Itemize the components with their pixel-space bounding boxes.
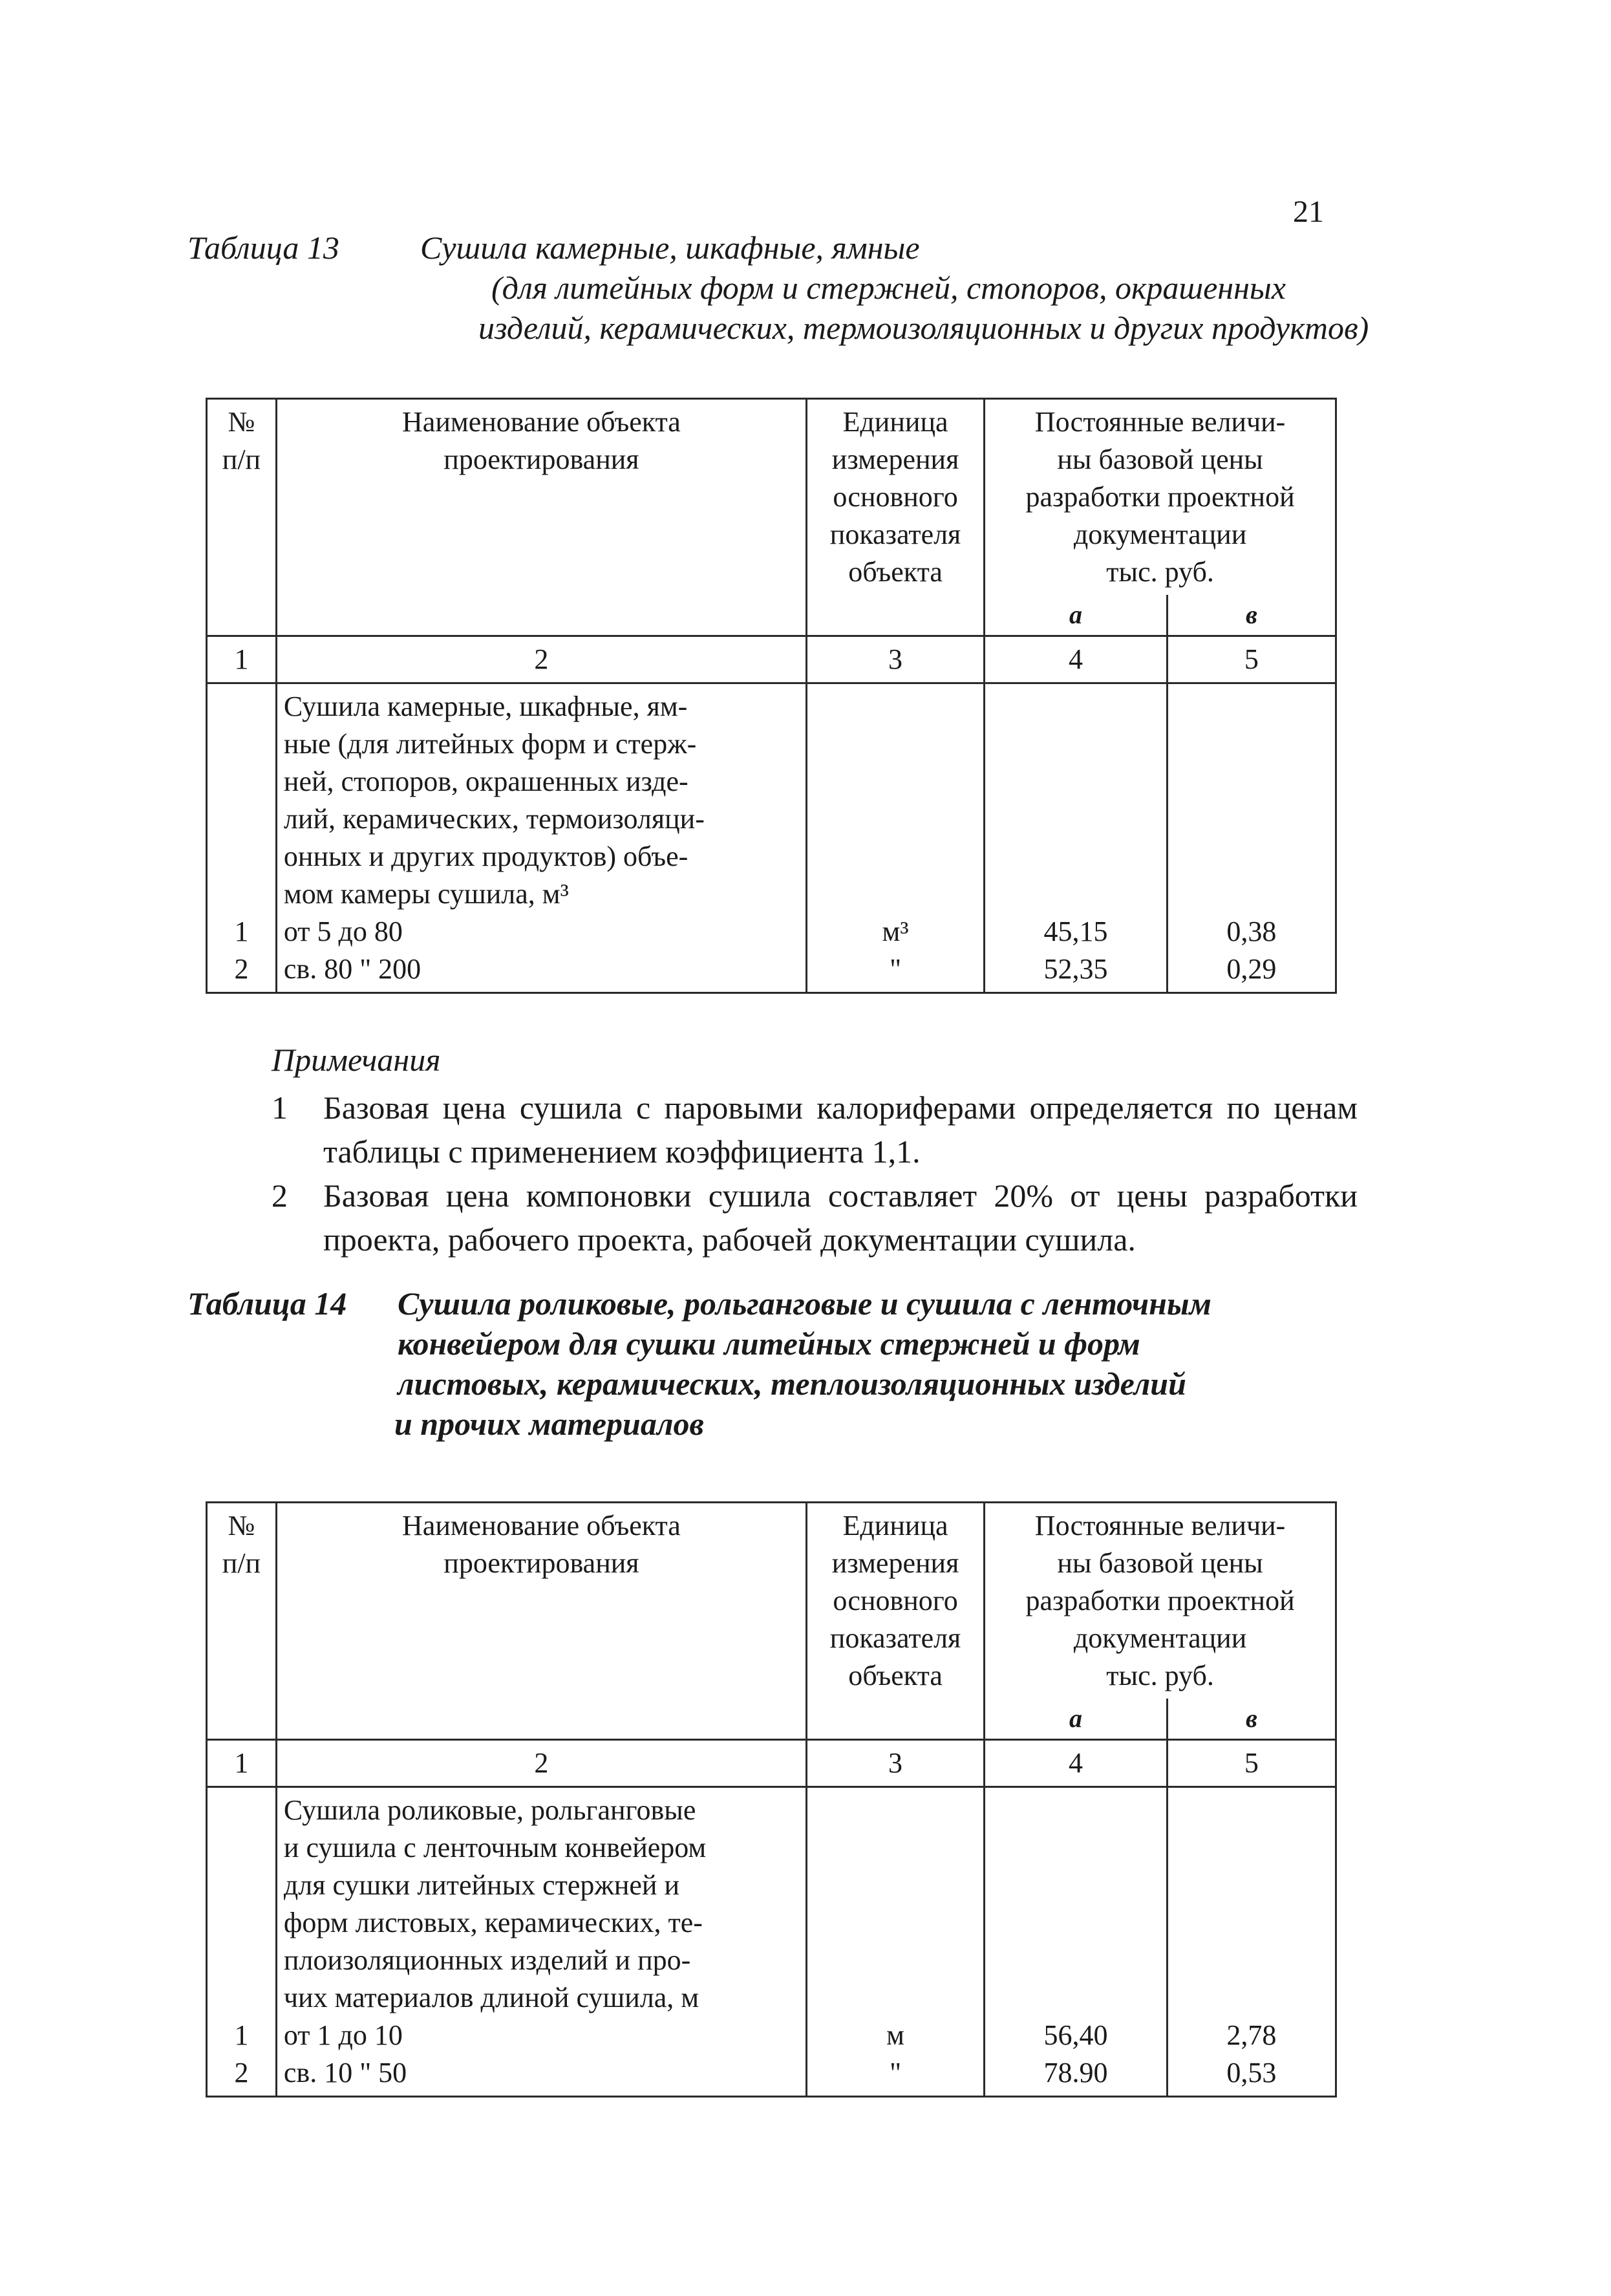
- row-no: 2: [234, 2057, 249, 2088]
- table13-caption: [187, 228, 1369, 357]
- description-line: и сушила с ленточным конвейером: [283, 1832, 707, 1863]
- note-number: 1: [272, 1089, 288, 1126]
- index-cell: 5: [1167, 636, 1336, 683]
- header-unit-line: Единица: [842, 406, 948, 438]
- header-no: [207, 399, 277, 636]
- index-cell: 5: [1167, 1740, 1336, 1787]
- row-b: 2,78: [1226, 2019, 1277, 2051]
- table13-label: Таблица 13: [187, 230, 339, 266]
- header-b: в: [1167, 595, 1336, 636]
- header-price-line: разработки проектной: [1025, 481, 1295, 513]
- header-name-line: проектирования: [443, 444, 639, 475]
- row-b: 0,29: [1226, 953, 1277, 985]
- header-name: [276, 1503, 806, 1740]
- header-price-line: тыс. руб.: [1106, 556, 1214, 588]
- table14-title-line: конвейером для сушки литейных стержней и форм: [398, 1325, 1140, 1362]
- header-price-line: Постоянные величи-: [1034, 406, 1286, 438]
- page-number: 21: [1293, 195, 1324, 229]
- header-unit-line: измерения: [831, 1547, 959, 1579]
- row-a-cell: [985, 683, 1168, 993]
- row-a-cell: [985, 1787, 1168, 2097]
- note-text: Базовая цена сушила с паровыми калориферами определяется по ценам таблицы с применением коэффициента 1,1.: [323, 1089, 1358, 1170]
- table13: [206, 398, 1337, 994]
- description-line: для сушки литейных стержней и: [283, 1869, 680, 1901]
- description-line: онных и других продуктов) объе-: [283, 841, 688, 872]
- table13-title-line: Сушила камерные, шкафные, ямные: [420, 230, 920, 266]
- row-name: от 5 до 80: [283, 916, 403, 947]
- header-a: а: [985, 1699, 1168, 1740]
- row-name: св. 80 " 200: [283, 953, 421, 985]
- table14-index-row: [207, 1740, 1336, 1787]
- row-name-cell: [276, 1787, 806, 2097]
- header-price: [985, 399, 1336, 595]
- table14-title: [394, 1283, 1211, 1444]
- row-a: 52,35: [1043, 953, 1108, 985]
- header-name-line: Наименование объекта: [402, 1510, 681, 1541]
- header-unit-line: Единица: [842, 1510, 948, 1541]
- header-no-line: №: [228, 1510, 255, 1541]
- row-a: 45,15: [1043, 916, 1108, 947]
- description-line: мом камеры сушила, м³: [283, 878, 569, 910]
- header-no: [207, 1503, 277, 1740]
- header-name-line: Наименование объекта: [402, 406, 681, 438]
- header-price-line: ны базовой цены: [1057, 1547, 1263, 1579]
- note-item: [272, 1174, 1358, 1261]
- row-name: св. 10 " 50: [283, 2057, 407, 2088]
- index-cell: 4: [985, 636, 1168, 683]
- header-unit-line: измерения: [831, 444, 959, 475]
- row-b-cell: [1167, 1787, 1336, 2097]
- header-price-line: тыс. руб.: [1106, 1660, 1214, 1691]
- notes: [272, 1038, 1358, 1261]
- index-cell: 4: [985, 1740, 1168, 1787]
- table13-title-line: изделий, керамических, термоизоляционных и других продуктов): [478, 310, 1369, 346]
- row-no-cell: [207, 683, 277, 993]
- header-unit-line: основного: [833, 481, 958, 513]
- row-no: 2: [234, 953, 249, 985]
- header-price-line: документации: [1073, 1622, 1247, 1654]
- row-no: 1: [234, 916, 249, 947]
- note-number: 2: [272, 1177, 288, 1214]
- header-no-line: п/п: [222, 444, 261, 475]
- index-cell: 1: [207, 1740, 277, 1787]
- header-unit: [806, 399, 984, 636]
- header-name-line: проектирования: [443, 1547, 639, 1579]
- table13-title-line: (для литейных форм и стержней, стопоров, окрашенных: [491, 270, 1286, 306]
- note-item: [272, 1086, 1358, 1174]
- row-unit-cell: [806, 683, 984, 993]
- table14-title-line: Сушила роликовые, рольганговые и сушила с ленточным: [398, 1285, 1211, 1322]
- row-b: 0,38: [1226, 916, 1277, 947]
- header-a: а: [985, 595, 1168, 636]
- header-unit-line: показателя: [829, 519, 961, 550]
- table14-header-row: [207, 1503, 1336, 1699]
- header-no-line: №: [228, 406, 255, 438]
- table14-title-line: и прочих материалов: [394, 1406, 704, 1442]
- row-b-cell: [1167, 683, 1336, 993]
- header-name: [276, 399, 806, 636]
- table14-caption: [187, 1283, 1351, 1452]
- notes-title: Примечания: [272, 1042, 441, 1078]
- header-b: в: [1167, 1699, 1336, 1740]
- index-cell: 3: [806, 636, 984, 683]
- row-no-cell: [207, 1787, 277, 2097]
- header-unit-line: объекта: [848, 556, 943, 588]
- row-b: 0,53: [1226, 2057, 1277, 2088]
- index-cell: 1: [207, 636, 277, 683]
- row-name: от 1 до 10: [283, 2019, 403, 2051]
- header-no-line: п/п: [222, 1547, 261, 1579]
- description-line: чих материалов длиной сушила, м: [283, 1982, 699, 2013]
- table14-body-row: [207, 1787, 1336, 2097]
- header-price: [985, 1503, 1336, 1699]
- header-price-line: документации: [1073, 519, 1247, 550]
- description-line: Сушила роликовые, рольганговые: [283, 1794, 696, 1826]
- row-a: 78.90: [1043, 2057, 1108, 2088]
- header-unit-line: объекта: [848, 1660, 943, 1691]
- row-unit-cell: [806, 1787, 984, 2097]
- description-line: лий, керамических, термоизоляци-: [283, 803, 705, 835]
- header-price-line: ны базовой цены: [1057, 444, 1263, 475]
- row-unit: м: [886, 2019, 904, 2051]
- header-unit-line: основного: [833, 1585, 958, 1616]
- index-cell: 2: [276, 636, 806, 683]
- row-a: 56,40: [1043, 2019, 1108, 2051]
- table13-title: [420, 228, 1369, 348]
- table14-title-line: листовых, керамических, теплоизоляционных изделий: [398, 1366, 1186, 1402]
- index-cell: 2: [276, 1740, 806, 1787]
- table13-index-row: [207, 636, 1336, 683]
- note-text: Базовая цена компоновки сушила составляет 20% от цены разработки проекта, рабочего проекта, рабочей документации сушила.: [323, 1177, 1358, 1258]
- table13-header-row: [207, 399, 1336, 595]
- header-unit-line: показателя: [829, 1622, 961, 1654]
- row-unit: ": [890, 2057, 902, 2088]
- description-line: плоизоляционных изделий и про-: [283, 1944, 691, 1976]
- description-line: Сушила камерные, шкафные, ям-: [283, 691, 688, 722]
- description-line: форм листовых, керамических, те-: [283, 1907, 703, 1938]
- description-line: ней, стопоров, окрашенных изде-: [283, 766, 688, 797]
- row-name-cell: [276, 683, 806, 993]
- table14-label: Таблица 14: [187, 1285, 347, 1322]
- index-cell: 3: [806, 1740, 984, 1787]
- header-price-line: разработки проектной: [1025, 1585, 1295, 1616]
- description-line: ные (для литейных форм и стерж-: [283, 728, 697, 760]
- table13-body-row: [207, 683, 1336, 993]
- row-no: 1: [234, 2019, 249, 2051]
- header-price-line: Постоянные величи-: [1034, 1510, 1286, 1541]
- header-unit: [806, 1503, 984, 1740]
- row-unit: ": [890, 953, 902, 985]
- table14: [206, 1501, 1337, 2098]
- row-unit: м³: [882, 916, 909, 947]
